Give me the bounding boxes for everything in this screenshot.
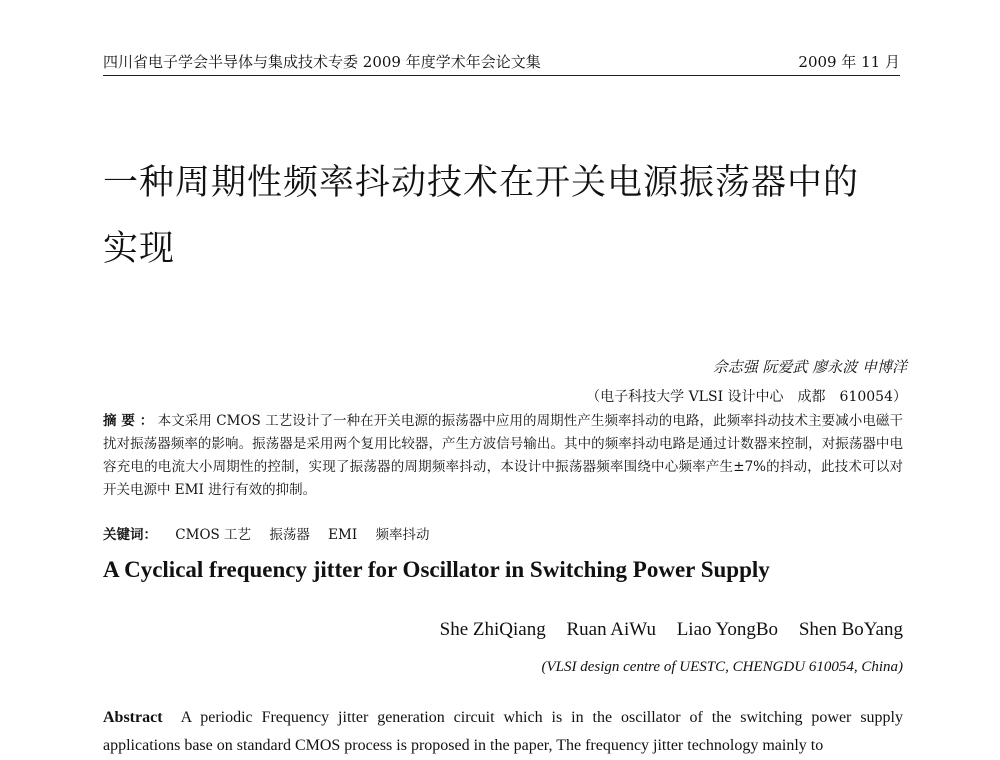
affiliation-en: (VLSI design centre of UESTC, CHENGDU 610054, China)	[541, 659, 903, 675]
abstract-cn-text: 本文采用 CMOS 工艺设计了一种在开关电源的振荡器中应用的周期性产生频率抖动的电路，此频率抖动技术主要减小电磁干扰对振荡器频率的影响。振荡器是采用两个复用比较器，产生方波信号输出。其中的频率抖动电路是通过计数器来控制，对振荡器中电容充电的电流大小周期性的控制，实现了振荡器的周期频率抖动，本设计中振荡器频率围绕中心频率产生±7%的抖动，此技术可以对开关电源中 EMI 进行有效的抑制。	[103, 413, 903, 498]
paper-title-en: A Cyclical frequency jitter for Oscillator in Switching Power Supply	[103, 557, 770, 582]
proceedings-name: 四川省电子学会半导体与集成技术专委 2009 年度学术年会论文集	[103, 53, 541, 71]
author-name: Shen BoYang	[798, 619, 903, 640]
keyword: 振荡器	[269, 527, 310, 543]
abstract-en-label: Abstract	[103, 709, 163, 726]
keyword: CMOS 工艺	[175, 527, 252, 543]
author-name: Ruan AiWu	[566, 619, 656, 640]
affiliation-cn: （电子科技大学 VLSI 设计中心 成都 610054）	[586, 389, 907, 405]
abstract-en	[103, 704, 903, 760]
keywords-cn	[103, 524, 903, 546]
keyword: 频率抖动	[375, 527, 430, 543]
authors-cn: 佘志强 阮爱武 廖永波 申博洋	[712, 358, 907, 376]
paper-title-cn-line2: 实现	[103, 229, 176, 269]
abstract-cn-label: 摘 要 ：	[103, 413, 154, 429]
abstract-cn	[103, 410, 903, 502]
authors-en	[424, 617, 903, 643]
keyword: EMI	[328, 527, 358, 543]
author-name: Liao YongBo	[676, 619, 779, 640]
running-header	[103, 49, 900, 76]
author-name: She ZhiQiang	[439, 619, 546, 640]
paper-title-cn-line1: 一种周期性频率抖动技术在开关电源振荡器中的	[103, 163, 860, 203]
paper-title-cn	[103, 150, 923, 282]
publication-date: 2009 年 11 月	[798, 53, 900, 71]
keywords-cn-label: 关键词：	[103, 527, 157, 543]
abstract-en-text: A periodic Frequency jitter generation circuit which is in the oscillator of the switching power supply applications base on standard CMOS process is proposed in the paper, The frequency jitter technology mainly to	[103, 709, 903, 754]
